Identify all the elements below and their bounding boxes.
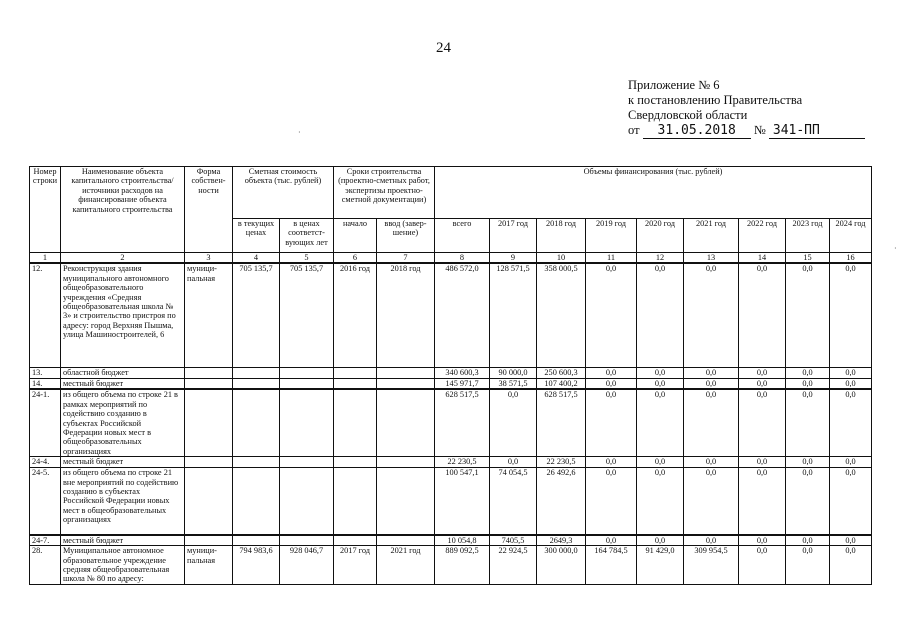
page-number: 24 <box>436 40 451 56</box>
ownership <box>185 367 233 378</box>
estimate-actual: 928 046,7 <box>280 546 334 585</box>
total-financing: 10 054,8 <box>435 535 490 546</box>
estimate-actual <box>280 389 334 456</box>
financing-2023: 0,0 <box>786 378 830 389</box>
financing-2020: 0,0 <box>637 457 684 468</box>
term-end <box>377 378 435 389</box>
total-financing: 486 572,0 <box>435 263 490 367</box>
total-financing: 145 971,7 <box>435 378 490 389</box>
row-number: 24-7. <box>30 535 61 546</box>
object-name: из общего объема по строке 21 в рамках мероприятий по содействию созданию в субъектах Российской Федерации новых мест в общеобразовательных организациях <box>61 389 185 456</box>
financing-2021: 0,0 <box>684 367 739 378</box>
term-end: 2018 год <box>377 263 435 367</box>
col-index: 14 <box>739 253 786 264</box>
estimate-current <box>233 389 280 456</box>
header-term-start: начало <box>334 219 377 253</box>
financing-2023: 0,0 <box>786 389 830 456</box>
total-financing: 628 517,5 <box>435 389 490 456</box>
financing-2018: 358 000,5 <box>537 263 586 367</box>
estimate-current <box>233 457 280 468</box>
ownership <box>185 389 233 456</box>
header-year: 2024 год <box>830 219 872 253</box>
financing-2024: 0,0 <box>830 378 872 389</box>
financing-2019: 0,0 <box>586 457 637 468</box>
term-start <box>334 367 377 378</box>
object-name: местный бюджет <box>61 457 185 468</box>
financing-2017: 0,0 <box>490 389 537 456</box>
object-name: из общего объема по строке 21 вне мероприятий по содействию созданию в субъектах Российской Федерации новых мест в общеобразовательных организациях <box>61 468 185 535</box>
table-row <box>30 263 872 367</box>
financing-2019: 0,0 <box>586 389 637 456</box>
financing-2024: 0,0 <box>830 468 872 535</box>
scan-speck: · <box>894 244 897 253</box>
financing-2019: 164 784,5 <box>586 546 637 585</box>
object-name: областной бюджет <box>61 367 185 378</box>
financing-2022: 0,0 <box>739 378 786 389</box>
estimate-current: 705 135,7 <box>233 263 280 367</box>
table-row <box>30 535 872 546</box>
estimate-current <box>233 378 280 389</box>
col-index: 2 <box>61 253 185 264</box>
header-estimate-actual: в ценах соответст-вующих лет <box>280 219 334 253</box>
term-start <box>334 378 377 389</box>
object-name: Реконструкция здания муниципального автономного общеобразовательного учреждения «Средняя общеобразовательная школа № 3» и строительство пристроя по адресу: город Верхняя Пышма, улица Машиностроителей, 6 <box>61 263 185 367</box>
financing-2018: 2649,3 <box>537 535 586 546</box>
financing-2017: 22 924,5 <box>490 546 537 585</box>
financing-2020: 0,0 <box>637 263 684 367</box>
header-year: 2022 год <box>739 219 786 253</box>
financing-2021: 309 954,5 <box>684 546 739 585</box>
appendix-title: Приложение № 6 <box>628 78 720 92</box>
financing-2022: 0,0 <box>739 389 786 456</box>
from-label: от <box>628 123 640 137</box>
financing-2024: 0,0 <box>830 457 872 468</box>
estimate-current <box>233 535 280 546</box>
financing-2023: 0,0 <box>786 535 830 546</box>
table-row <box>30 468 872 535</box>
financing-2021: 0,0 <box>684 389 739 456</box>
row-number: 14. <box>30 378 61 389</box>
financing-table <box>29 166 872 585</box>
estimate-current: 794 983,6 <box>233 546 280 585</box>
term-start <box>334 457 377 468</box>
estimate-actual <box>280 367 334 378</box>
estimate-actual <box>280 378 334 389</box>
financing-2019: 0,0 <box>586 263 637 367</box>
financing-2018: 628 517,5 <box>537 389 586 456</box>
financing-2017: 0,0 <box>490 457 537 468</box>
header-year: 2017 год <box>490 219 537 253</box>
col-index: 8 <box>435 253 490 264</box>
financing-2019: 0,0 <box>586 535 637 546</box>
estimate-current <box>233 367 280 378</box>
table-row <box>30 389 872 456</box>
estimate-actual <box>280 535 334 546</box>
col-index: 4 <box>233 253 280 264</box>
financing-2017: 74 054,5 <box>490 468 537 535</box>
term-end <box>377 468 435 535</box>
col-index: 9 <box>490 253 537 264</box>
term-start: 2017 год <box>334 546 377 585</box>
financing-2024: 0,0 <box>830 389 872 456</box>
total-financing: 100 547,1 <box>435 468 490 535</box>
term-end <box>377 457 435 468</box>
financing-2017: 128 571,5 <box>490 263 537 367</box>
financing-2024: 0,0 <box>830 367 872 378</box>
table-row <box>30 378 872 389</box>
header-ownership: Форма собствен-ности <box>185 167 233 253</box>
estimate-actual <box>280 457 334 468</box>
header-year: 2020 год <box>637 219 684 253</box>
term-end <box>377 535 435 546</box>
col-index: 10 <box>537 253 586 264</box>
financing-2023: 0,0 <box>786 367 830 378</box>
appendix-header <box>628 78 865 139</box>
table-row <box>30 367 872 378</box>
financing-2019: 0,0 <box>586 468 637 535</box>
financing-2020: 0,0 <box>637 389 684 456</box>
row-number: 24-1. <box>30 389 61 456</box>
term-start <box>334 535 377 546</box>
financing-2023: 0,0 <box>786 546 830 585</box>
decree-date: 31.05.2018 <box>643 123 751 139</box>
header-year: 2021 год <box>684 219 739 253</box>
header-row-number: Номер строки <box>30 167 61 253</box>
decree-date-row <box>628 123 865 139</box>
col-index: 15 <box>786 253 830 264</box>
financing-2023: 0,0 <box>786 263 830 367</box>
financing-2018: 26 492,6 <box>537 468 586 535</box>
ownership <box>185 378 233 389</box>
row-number: 28. <box>30 546 61 585</box>
col-index: 16 <box>830 253 872 264</box>
estimate-current <box>233 468 280 535</box>
header-financing: Объемы финансирования (тыс. рублей) <box>435 167 872 219</box>
column-index-row <box>30 253 872 264</box>
row-number: 12. <box>30 263 61 367</box>
financing-2024: 0,0 <box>830 546 872 585</box>
header-terms: Сроки строительства (проектно-сметных работ, экспертизы проектно-сметной документации) <box>334 167 435 219</box>
financing-2020: 0,0 <box>637 367 684 378</box>
header-total: всего <box>435 219 490 253</box>
header-term-end: ввод (завер-шение) <box>377 219 435 253</box>
financing-2020: 0,0 <box>637 468 684 535</box>
financing-2021: 0,0 <box>684 468 739 535</box>
financing-2024: 0,0 <box>830 263 872 367</box>
number-label: № <box>753 123 766 137</box>
header-year: 2023 год <box>786 219 830 253</box>
ownership <box>185 468 233 535</box>
financing-2019: 0,0 <box>586 378 637 389</box>
financing-2023: 0,0 <box>786 468 830 535</box>
financing-2022: 0,0 <box>739 535 786 546</box>
financing-2017: 7405,5 <box>490 535 537 546</box>
col-index: 1 <box>30 253 61 264</box>
financing-2021: 0,0 <box>684 378 739 389</box>
col-index: 6 <box>334 253 377 264</box>
ownership: муници-пальная <box>185 546 233 585</box>
table-row <box>30 546 872 585</box>
financing-2020: 0,0 <box>637 535 684 546</box>
estimate-actual <box>280 468 334 535</box>
scan-speck: · <box>298 128 301 137</box>
financing-2021: 0,0 <box>684 263 739 367</box>
ownership: муници-пальная <box>185 263 233 367</box>
col-index: 12 <box>637 253 684 264</box>
header-estimate-current: в текущих ценах <box>233 219 280 253</box>
table-row <box>30 457 872 468</box>
financing-2017: 90 000,0 <box>490 367 537 378</box>
financing-2022: 0,0 <box>739 468 786 535</box>
decree-number: 341-ПП <box>769 123 865 139</box>
col-index: 5 <box>280 253 334 264</box>
financing-2022: 0,0 <box>739 367 786 378</box>
financing-2018: 107 400,2 <box>537 378 586 389</box>
col-index: 3 <box>185 253 233 264</box>
total-financing: 889 092,5 <box>435 546 490 585</box>
financing-2024: 0,0 <box>830 535 872 546</box>
object-name: местный бюджет <box>61 535 185 546</box>
financing-2017: 38 571,5 <box>490 378 537 389</box>
financing-2021: 0,0 <box>684 535 739 546</box>
ownership <box>185 535 233 546</box>
object-name: местный бюджет <box>61 378 185 389</box>
financing-2022: 0,0 <box>739 457 786 468</box>
ownership <box>185 457 233 468</box>
header-year: 2018 год <box>537 219 586 253</box>
object-name: Муниципальное автономное образовательное учреждение средняя общеобразовательная школа № 80 по адресу: <box>61 546 185 585</box>
financing-2020: 91 429,0 <box>637 546 684 585</box>
financing-2018: 22 230,5 <box>537 457 586 468</box>
total-financing: 340 600,3 <box>435 367 490 378</box>
col-index: 7 <box>377 253 435 264</box>
appendix-line-3: Свердловской области <box>628 108 748 122</box>
financing-2022: 0,0 <box>739 263 786 367</box>
financing-2020: 0,0 <box>637 378 684 389</box>
col-index: 13 <box>684 253 739 264</box>
header-estimate: Сметная стоимость объекта (тыс. рублей) <box>233 167 334 219</box>
col-index: 11 <box>586 253 637 264</box>
row-number: 13. <box>30 367 61 378</box>
financing-2018: 250 600,3 <box>537 367 586 378</box>
total-financing: 22 230,5 <box>435 457 490 468</box>
term-end <box>377 389 435 456</box>
row-number: 24-5. <box>30 468 61 535</box>
appendix-line-2: к постановлению Правительства <box>628 93 803 107</box>
financing-2022: 0,0 <box>739 546 786 585</box>
financing-2021: 0,0 <box>684 457 739 468</box>
header-year: 2019 год <box>586 219 637 253</box>
term-end <box>377 367 435 378</box>
term-start <box>334 468 377 535</box>
term-end: 2021 год <box>377 546 435 585</box>
row-number: 24-4. <box>30 457 61 468</box>
financing-2023: 0,0 <box>786 457 830 468</box>
financing-2018: 300 000,0 <box>537 546 586 585</box>
header-object-name: Наименование объекта капитального строительства/ источники расходов на финансирование объекта капитального строительства <box>61 167 185 253</box>
term-start: 2016 год <box>334 263 377 367</box>
term-start <box>334 389 377 456</box>
financing-2019: 0,0 <box>586 367 637 378</box>
estimate-actual: 705 135,7 <box>280 263 334 367</box>
